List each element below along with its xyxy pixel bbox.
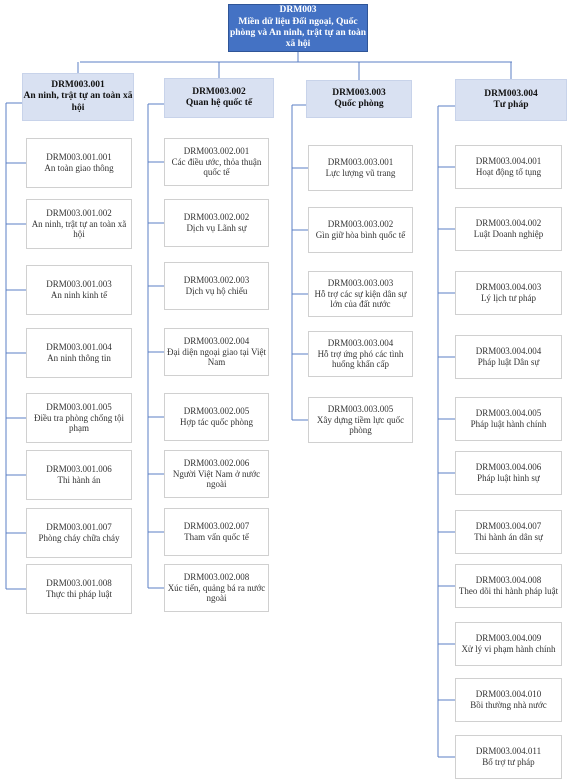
item-code: DRM003.001.003 [46, 279, 112, 290]
item-title: Pháp luật Dân sự [477, 357, 540, 367]
item-node [26, 265, 132, 315]
category-node [22, 73, 134, 121]
item-code: DRM003.004.008 [475, 575, 542, 586]
item-code: DRM003.001.007 [46, 522, 112, 533]
item-title: Xây dựng tiềm lực quốc phòng [316, 414, 405, 436]
item-title: An toàn giao thông [44, 163, 114, 173]
item-node [455, 678, 562, 722]
item-node [455, 335, 562, 379]
item-title: Dịch vụ Lãnh sự [186, 223, 247, 233]
item-node [455, 451, 562, 495]
item-title: Lý lịch tư pháp [480, 293, 537, 303]
item-node [26, 328, 132, 378]
item-code: DRM003.003.004 [327, 337, 394, 348]
item-node [455, 207, 562, 251]
root-node [228, 4, 368, 52]
item-node [308, 145, 413, 191]
category-title: Quan hệ quốc tế [185, 98, 253, 108]
item-title: Pháp luật hình sự [477, 473, 540, 483]
category-code: DRM003.002 [192, 86, 246, 97]
item-title: Theo dõi thi hành pháp luật [458, 586, 559, 596]
item-node [26, 138, 132, 188]
item-title: An ninh, trật tự an toàn xã hội [31, 218, 127, 240]
item-code: DRM003.004.007 [475, 521, 542, 532]
item-code: DRM003.003.002 [327, 219, 394, 230]
item-code: DRM003.004.009 [475, 633, 542, 644]
item-title: Gìn giữ hòa bình quốc tế [315, 230, 406, 240]
category-node [455, 79, 567, 121]
item-node [26, 393, 132, 443]
item-title: An ninh thông tin [47, 353, 111, 363]
root-title: Miền dữ liệu Đối ngoại, Quốc phòng và An ninh, trật tự an toàn xã hội [229, 16, 367, 50]
item-code: DRM003.003.005 [327, 403, 394, 414]
item-code: DRM003.001.001 [46, 152, 112, 163]
item-title: Thực thi pháp luật [45, 589, 113, 599]
item-code: DRM003.002.001 [183, 145, 250, 156]
item-code: DRM003.001.005 [46, 401, 112, 412]
item-node [164, 138, 269, 186]
item-code: DRM003.002.006 [183, 457, 250, 468]
item-code: DRM003.001.004 [46, 342, 112, 353]
item-code: DRM003.002.008 [183, 571, 250, 582]
category-title: Quốc phòng [334, 99, 384, 109]
item-node [164, 262, 269, 310]
item-title: Điều tra phòng chống tội phạm [34, 412, 124, 434]
item-code: DRM003.004.004 [475, 346, 542, 357]
item-node [455, 145, 562, 189]
category-node [164, 78, 274, 118]
item-node [455, 735, 562, 779]
item-code: DRM003.004.001 [475, 156, 542, 167]
item-node [308, 207, 413, 253]
item-title: An ninh kinh tế [50, 290, 108, 300]
item-node [455, 271, 562, 315]
category-node [306, 80, 412, 118]
item-node [26, 564, 132, 614]
item-code: DRM003.001.002 [46, 207, 112, 218]
item-code: DRM003.003.001 [327, 157, 394, 168]
item-code: DRM003.004.005 [475, 408, 542, 419]
item-code: DRM003.004.003 [475, 282, 542, 293]
item-title: Thi hành án [57, 475, 101, 485]
item-code: DRM003.001.006 [46, 464, 112, 475]
item-title: Đại diện ngoại giao tại Việt Nam [166, 346, 267, 368]
item-title: Hỗ trợ các sự kiện dân sự lớn của đất nước [314, 288, 407, 310]
category-title: Tư pháp [493, 100, 529, 110]
item-node [26, 199, 132, 249]
item-code: DRM003.002.004 [183, 335, 250, 346]
item-code: DRM003.003.003 [327, 277, 394, 288]
item-code: DRM003.002.003 [183, 275, 250, 286]
category-code: DRM003.004 [484, 88, 538, 99]
item-node [308, 397, 413, 443]
item-node [455, 397, 562, 441]
item-node [308, 331, 413, 377]
item-node [164, 393, 269, 441]
item-node [455, 510, 562, 554]
item-title: Tham vấn quốc tế [184, 532, 249, 542]
item-title: Các điều ước, thỏa thuận quốc tế [171, 156, 262, 178]
category-title: An ninh, trật tự an toàn xã hội [23, 91, 133, 113]
item-title: Dịch vụ hộ chiếu [185, 286, 248, 296]
item-node [455, 564, 562, 608]
item-title: Luật Doanh nghiệp [473, 229, 544, 239]
item-node [164, 564, 269, 612]
item-code: DRM003.004.010 [475, 689, 542, 700]
item-title: Lực lượng vũ trang [325, 168, 396, 178]
item-node [164, 328, 269, 376]
item-title: Xử lý vi phạm hành chính [461, 644, 556, 654]
item-code: DRM003.002.007 [183, 521, 250, 532]
item-code: DRM003.004.011 [475, 746, 542, 757]
root-code: DRM003 [279, 5, 317, 16]
item-code: DRM003.002.002 [183, 212, 250, 223]
item-title: Bồi thường nhà nước [470, 700, 547, 710]
item-code: DRM003.002.005 [183, 406, 250, 417]
item-title: Hỗ trợ ứng phó các tình huống khẩn cấp [317, 348, 404, 370]
category-code: DRM003.001 [51, 79, 105, 90]
item-title: Hợp tác quốc phòng [180, 417, 253, 427]
item-title: Xúc tiến, quảng bá ra nước ngoài [167, 582, 266, 604]
item-node [26, 450, 132, 500]
item-title: Bổ trợ tư pháp [482, 757, 535, 767]
item-node [308, 271, 413, 317]
item-node [164, 508, 269, 556]
item-code: DRM003.001.008 [46, 578, 112, 589]
item-code: DRM003.004.006 [475, 462, 542, 473]
item-title: Phòng cháy chữa cháy [38, 533, 120, 543]
item-node [164, 450, 269, 498]
item-node [455, 622, 562, 666]
item-code: DRM003.004.002 [475, 218, 542, 229]
item-title: Người Việt Nam ở nước ngoài [172, 468, 261, 490]
item-node [26, 508, 132, 558]
item-title: Hoạt động tố tụng [475, 167, 542, 177]
item-title: Thi hành án dân sự [474, 532, 543, 542]
category-code: DRM003.003 [332, 87, 386, 98]
item-node [164, 199, 269, 247]
item-title: Pháp luật hành chính [470, 419, 547, 429]
